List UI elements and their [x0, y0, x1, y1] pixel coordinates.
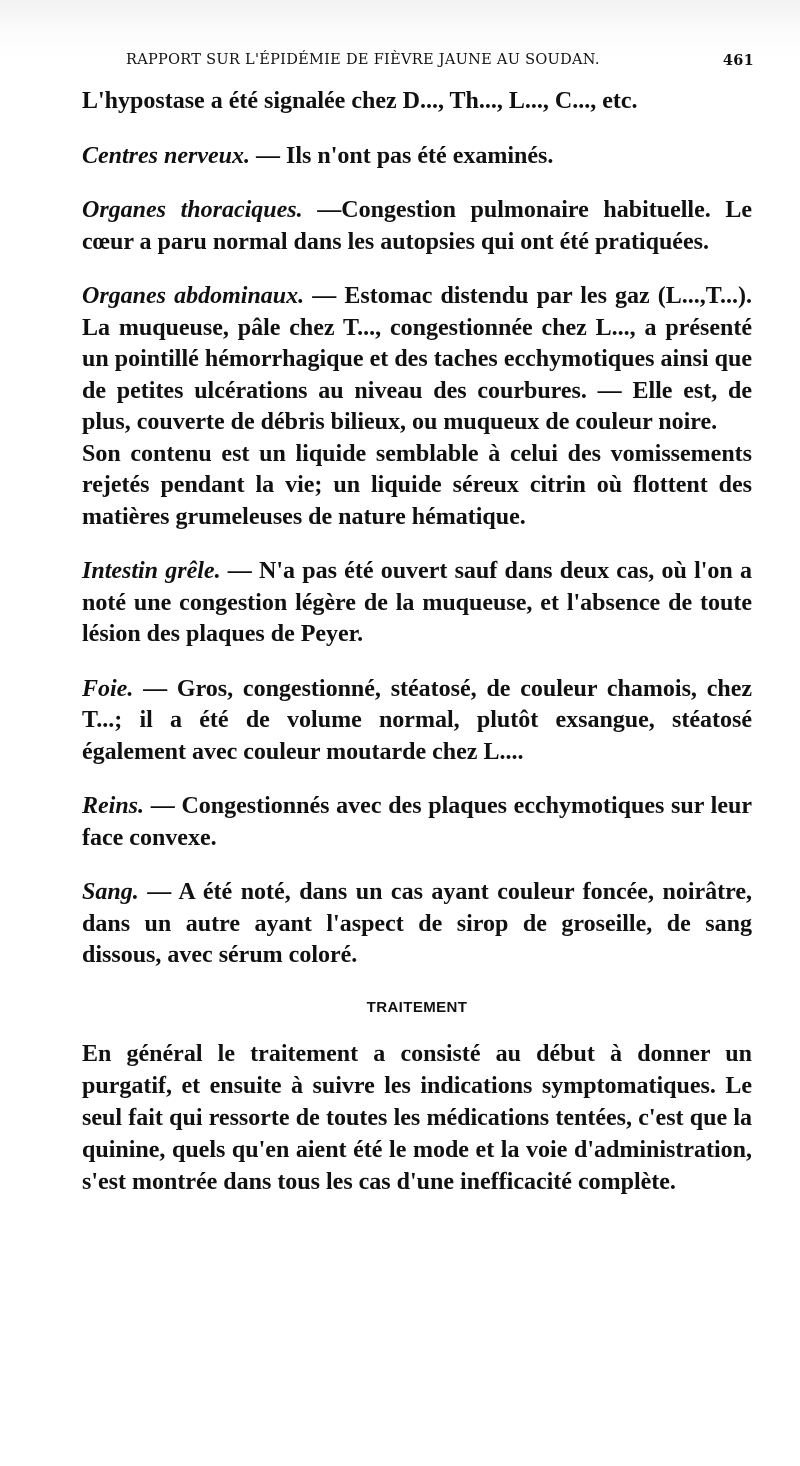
paragraph-foie	[82, 674, 752, 769]
lead-intestin-grele: Intestin grêle.	[82, 558, 221, 584]
lead-sang: Sang.	[82, 879, 139, 905]
text-centres-nerveux: — Ils n'ont pas été examinés.	[250, 142, 554, 169]
paragraph-sang	[82, 877, 752, 972]
page-body	[82, 86, 752, 1198]
text-intestin-grele: — N'a pas été ouvert sauf dans deux cas, où l'on a noté une congestion légère de la muqueuse, et l'absence de toute lésion des plaques de Peyer.	[82, 558, 753, 647]
paragraph-hypostase: L'hypostase a été signalée chez D..., Th..., L..., C..., etc.	[82, 88, 638, 114]
paragraph-contenu: Son contenu est un liquide semblable à celui des vomissements rejetés pendant la vie; un liquide séreux citrin où flottent des matières grumeleuses de nature hématique.	[82, 440, 752, 530]
text-organes-thoraciques: —Congestion pulmonaire habituelle. Le cœur a paru normal dans les autopsies qui ont été pratiquées.	[82, 197, 752, 255]
paragraph-intestin-grele	[82, 556, 752, 651]
lead-reins: Reins.	[82, 793, 145, 819]
lead-foie: Foie.	[82, 675, 134, 702]
paragraph-reins	[82, 791, 752, 854]
lead-centres-nerveux: Centres nerveux.	[82, 142, 250, 169]
text-foie: — Gros, congestionné, stéatosé, de couleur chamois, chez T...; il a été de volume normal, plutôt exsangue, stéatosé également avec couleur moutarde chez L....	[82, 675, 752, 765]
paragraph-traitement: En général le traitement a consisté au début à donner un purgatif, et ensuite à suivre les indications symptomatiques. Le seul fait qui ressorte de toutes les médications tentées, c'est que la quinine, quels qu'en aient été le mode et la voie d'administration, s'est montrée dans tous les cas d'une inefficacité complète.	[82, 1040, 752, 1195]
text-organes-abdominaux: — Estomac distendu par les gaz (L...,T...). La muqueuse, pâle chez T..., congestionnée chez L..., a présenté un pointillé hémorrhagique et des taches ecchymotiques ainsi que de petites ulcérations au niveau des courbures. — Elle est, de plus, couverte de débris bilieux, ou muqueux de couleur noire.	[82, 283, 753, 435]
text-reins: — Congestionnés avec des plaques ecchymotiques sur leur face convexe.	[82, 793, 752, 851]
page-number: 461	[722, 52, 754, 69]
section-title-traitement: TRAITEMENT	[366, 998, 468, 1016]
paragraph-organes-abdominaux	[82, 281, 752, 439]
text-sang: — A été noté, dans un cas ayant couleur foncée, noirâtre, dans un autre ayant l'aspect de sirop de groseille, de sang dissous, avec sérum coloré.	[82, 879, 752, 968]
paragraph-organes-thoraciques	[82, 195, 752, 258]
running-title: RAPPORT SUR L'ÉPIDÉMIE DE FIÈVRE JAUNE AU SOUDAN.	[126, 52, 600, 68]
running-header	[126, 52, 754, 76]
paragraph-centres-nerveux	[82, 141, 752, 173]
lead-organes-abdominaux: Organes abdominaux.	[82, 283, 305, 309]
lead-organes-thoraciques: Organes thoraciques.	[82, 197, 303, 223]
